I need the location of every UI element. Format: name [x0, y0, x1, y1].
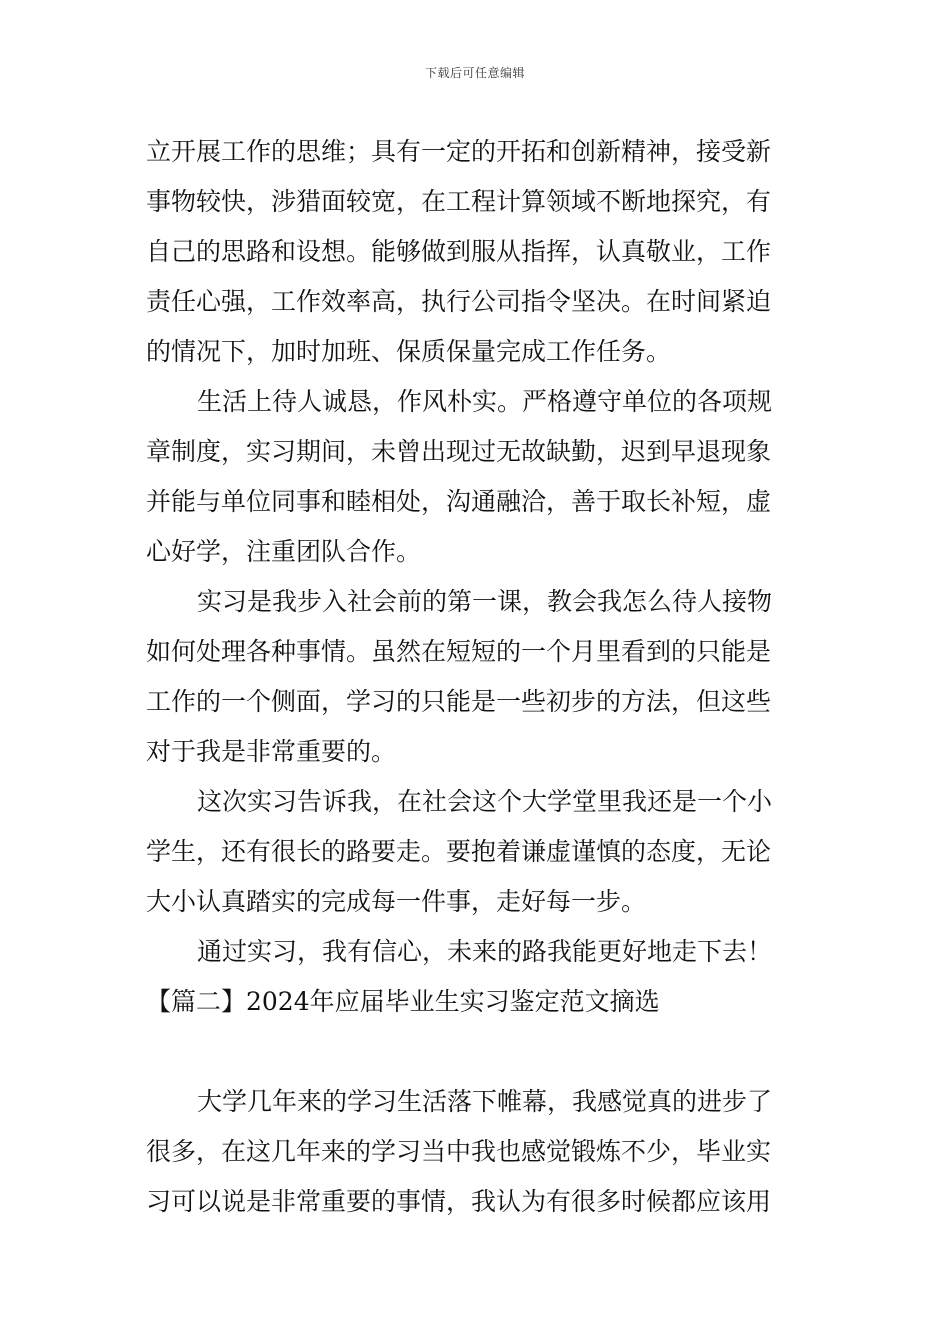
text-line: 并能与单位同事和睦相处，沟通融洽，善于取长补短，虚 [146, 487, 772, 516]
section-heading: 【篇二】2024年应届毕业生实习鉴定范文摘选 [146, 987, 660, 1016]
text-line: 章制度，实习期间，未曾出现过无故缺勤，迟到早退现象 [146, 437, 772, 466]
text-line: 通过实习，我有信心，未来的路我能更好地走下去！ [197, 937, 773, 966]
paragraph-5 [146, 927, 810, 977]
text-line: 学生，还有很长的路要走。要抱着谦虚谨慎的态度，无论 [146, 837, 772, 866]
text-line: 工作的一个侧面，学习的只能是一些初步的方法，但这些 [146, 687, 772, 716]
text-line: 责任心强，工作效率高，执行公司指令坚决。在时间紧迫 [146, 287, 772, 316]
header-note: 下载后可任意编辑 [424, 66, 525, 80]
text-line: 自己的思路和设想。能够做到服从指挥，认真敬业，工作 [146, 237, 772, 266]
text-line: 立开展工作的思维；具有一定的开拓和创新精神，接受新 [146, 137, 772, 166]
paragraph-1 [146, 127, 810, 377]
paragraph-4 [146, 777, 810, 927]
text-line: 对于我是非常重要的。 [146, 737, 397, 766]
text-line: 很多，在这几年来的学习当中我也感觉锻炼不少，毕业实 [146, 1137, 772, 1166]
document-body [146, 127, 810, 1227]
text-line: 如何处理各种事情。虽然在短短的一个月里看到的只能是 [146, 637, 772, 666]
text-line: 生活上待人诚恳，作风朴实。严格遵守单位的各项规 [197, 387, 773, 416]
text-line: 事物较快，涉猎面较宽，在工程计算领域不断地探究，有 [146, 187, 772, 216]
section-paragraph [146, 1077, 810, 1227]
blank-line [146, 1027, 810, 1077]
text-line: 习可以说是非常重要的事情，我认为有很多时候都应该用 [146, 1187, 772, 1216]
paragraph-2 [146, 377, 810, 577]
text-line: 实习是我步入社会前的第一课，教会我怎么待人接物 [197, 587, 773, 616]
text-line: 大学几年来的学习生活落下帷幕，我感觉真的进步了 [197, 1087, 773, 1116]
paragraph-3 [146, 577, 810, 777]
text-line: 心好学，注重团队合作。 [146, 537, 422, 566]
text-line: 这次实习告诉我，在社会这个大学堂里我还是一个小 [197, 787, 773, 816]
text-line: 大小认真踏实的完成每一件事，走好每一步。 [146, 887, 647, 916]
text-line: 的情况下，加时加班、保质保量完成工作任务。 [146, 337, 672, 366]
